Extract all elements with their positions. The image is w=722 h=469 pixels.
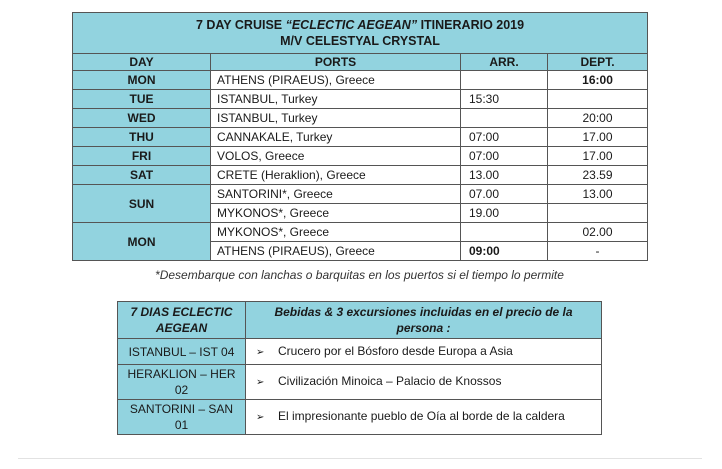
excursion-text: Crucero por el Bósforo desde Europa a Asia (278, 343, 513, 358)
excursion-description (246, 339, 602, 365)
arr-cell: 13.00 (461, 166, 548, 185)
port-cell: ATHENS (PIRAEUS), Greece (211, 71, 461, 90)
title-cruise-name: “ECLECTIC AEGEAN” (285, 18, 418, 32)
arr-cell (461, 109, 548, 128)
arrow-bullet-icon: ➢ (256, 412, 265, 423)
port-cell: MYKONOS*, Greece (211, 204, 461, 223)
inclusions-heading: Bebidas & 3 excursiones incluidas en el precio de la persona : (246, 302, 602, 339)
port-cell: ISTANBUL, Turkey (211, 109, 461, 128)
header-dept: DEPT. (548, 54, 648, 71)
table-row (73, 147, 648, 166)
dept-cell: 16:00 (548, 71, 648, 90)
excursion-text: El impresionante pueblo de Oía al borde de la caldera (278, 409, 565, 423)
port-cell: VOLOS, Greece (211, 147, 461, 166)
day-cell: MON (73, 223, 211, 261)
itinerary-table (72, 12, 648, 261)
excursion-description (246, 400, 602, 435)
table-row (118, 365, 602, 400)
itinerary-title (73, 13, 648, 54)
excursion-description (246, 365, 602, 400)
arr-cell (461, 223, 548, 242)
arr-cell: 15:30 (461, 90, 548, 109)
ship-name: M/V CELESTYAL CRYSTAL (280, 34, 440, 48)
arr-cell: 19.00 (461, 204, 548, 223)
table-row (73, 71, 648, 90)
excursions-table (117, 301, 602, 435)
header-day: DAY (73, 54, 211, 71)
port-cell: ATHENS (PIRAEUS), Greece (211, 242, 461, 261)
dept-cell: 13.00 (548, 185, 648, 204)
arr-cell: 07.00 (461, 185, 548, 204)
dept-cell: - (548, 242, 648, 261)
dept-cell (548, 204, 648, 223)
day-cell: SUN (73, 185, 211, 223)
dept-cell: 23.59 (548, 166, 648, 185)
excursions-header (118, 302, 602, 339)
column-headers (73, 54, 648, 71)
header-arr: ARR. (461, 54, 548, 71)
dept-cell: 17.00 (548, 128, 648, 147)
table-row (118, 339, 602, 365)
header-ports: PORTS (211, 54, 461, 71)
arr-cell: 09:00 (461, 242, 548, 261)
excursion-code: SANTORINI – SAN 01 (118, 400, 246, 435)
dept-cell (548, 90, 648, 109)
arrow-bullet-icon: ➢ (256, 346, 265, 358)
excursion-code: ISTANBUL – IST 04 (118, 339, 246, 365)
tender-footnote: *Desembarque con lanchas o barquitas en los puertos si el tiempo lo permite (155, 268, 564, 282)
port-cell: CANNAKALE, Turkey (211, 128, 461, 147)
day-cell: MON (73, 71, 211, 90)
table-row (73, 109, 648, 128)
day-cell: SAT (73, 166, 211, 185)
package-name: 7 DIAS ECLECTIC AEGEAN (118, 302, 246, 339)
dept-cell: 17.00 (548, 147, 648, 166)
arr-cell (461, 71, 548, 90)
arr-cell: 07:00 (461, 128, 548, 147)
dept-cell: 02.00 (548, 223, 648, 242)
port-cell: CRETE (Heraklion), Greece (211, 166, 461, 185)
table-row (118, 400, 602, 435)
port-cell: SANTORINI*, Greece (211, 185, 461, 204)
day-cell: FRI (73, 147, 211, 166)
port-cell: MYKONOS*, Greece (211, 223, 461, 242)
table-row (73, 166, 648, 185)
table-row (73, 223, 648, 242)
excursion-code: HERAKLION – HER 02 (118, 365, 246, 400)
table-row (73, 90, 648, 109)
arr-cell: 07:00 (461, 147, 548, 166)
day-cell: WED (73, 109, 211, 128)
title-suffix: ITINERARIO 2019 (417, 18, 525, 32)
dept-cell: 20:00 (548, 109, 648, 128)
day-cell: THU (73, 128, 211, 147)
port-cell: ISTANBUL, Turkey (211, 90, 461, 109)
arrow-bullet-icon: ➢ (256, 377, 265, 388)
day-cell: TUE (73, 90, 211, 109)
title-prefix: 7 DAY CRUISE (195, 18, 286, 32)
bottom-divider (18, 458, 702, 459)
excursion-text: Civilización Minoica – Palacio de Knossos (278, 374, 502, 388)
table-row (73, 185, 648, 204)
table-row (73, 128, 648, 147)
